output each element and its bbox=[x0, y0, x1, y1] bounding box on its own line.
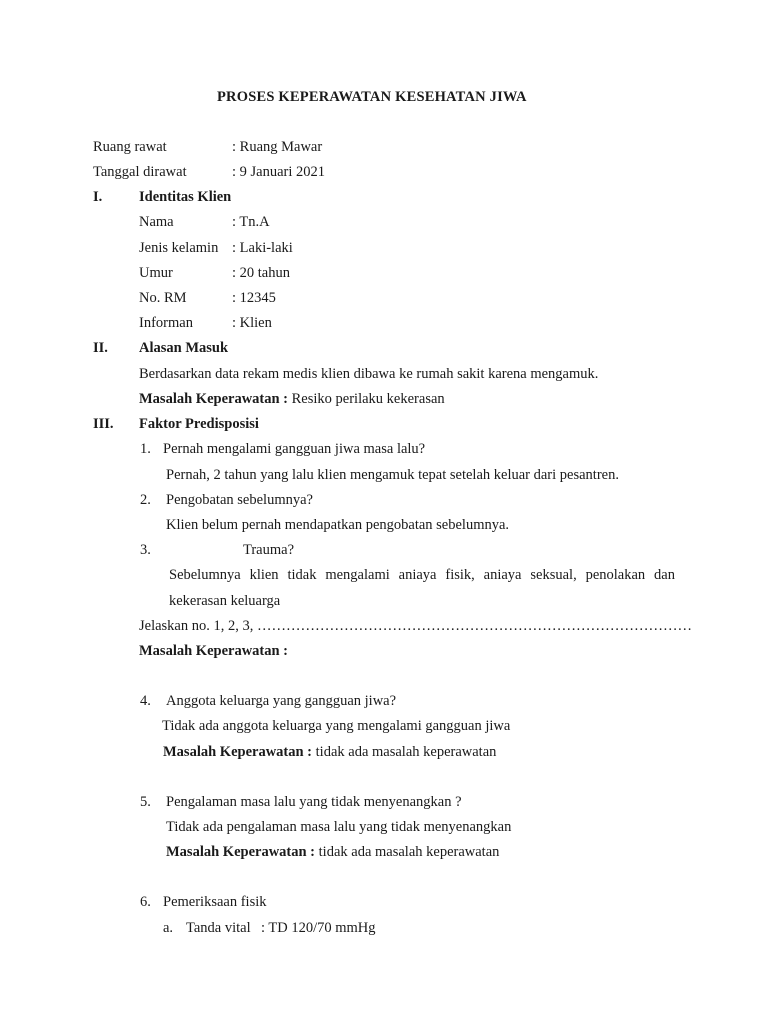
section-3-heading: Faktor Predisposisi bbox=[139, 416, 259, 432]
item-4-question: Anggota keluarga yang gangguan jiwa? bbox=[166, 693, 397, 709]
field-umur-label: Umur bbox=[139, 265, 173, 281]
item-6-question: Pemeriksaan fisik bbox=[163, 894, 267, 910]
section-1-heading: Identitas Klien bbox=[139, 189, 232, 205]
item-4-masalah-label: Masalah Keperawatan : bbox=[163, 744, 313, 760]
tanggal-dirawat-value: : 9 Januari 2021 bbox=[232, 164, 326, 180]
field-no-rm-value: : 12345 bbox=[232, 290, 276, 306]
document-title: PROSES KEPERAWATAN KESEHATAN JIWA bbox=[217, 89, 527, 105]
masalah-keperawatan-label-2: Masalah Keperawatan : bbox=[139, 643, 289, 659]
section-3-number: III. bbox=[93, 416, 114, 432]
item-4-answer: Tidak ada anggota keluarga yang mengalami gangguan jiwa bbox=[162, 718, 511, 734]
masalah-keperawatan-label: Masalah Keperawatan : bbox=[139, 391, 289, 407]
item-5-answer: Tidak ada pengalaman masa lalu yang tidak menyenangkan bbox=[166, 819, 512, 835]
section-2-number: II. bbox=[93, 340, 108, 356]
section-1-number: I. bbox=[93, 189, 103, 205]
item-6a-number: a. bbox=[163, 920, 174, 936]
field-jenis-kelamin-value: : Laki-laki bbox=[232, 240, 293, 256]
item-2-question: Pengobatan sebelumnya? bbox=[166, 492, 313, 508]
item-1-question: Pernah mengalami gangguan jiwa masa lalu? bbox=[163, 441, 426, 457]
item-5-question: Pengalaman masa lalu yang tidak menyenangkan ? bbox=[166, 794, 462, 810]
item-2-answer: Klien belum pernah mendapatkan pengobatan sebelumnya. bbox=[166, 517, 510, 533]
field-nama-value: : Tn.A bbox=[232, 214, 270, 230]
ruang-rawat-value: : Ruang Mawar bbox=[232, 139, 323, 155]
field-informan-label: Informan bbox=[139, 315, 193, 331]
item-4-masalah-value: tidak ada masalah keperawatan bbox=[312, 744, 497, 760]
item-4-masalah-line bbox=[163, 743, 496, 761]
ruang-rawat-label: Ruang rawat bbox=[93, 139, 167, 155]
item-6a-label: Tanda vital bbox=[186, 920, 251, 936]
item-2-number: 2. bbox=[140, 492, 151, 508]
tanggal-dirawat-label: Tanggal dirawat bbox=[93, 164, 187, 180]
item-4-number: 4. bbox=[140, 693, 151, 709]
item-6-number: 6. bbox=[140, 894, 151, 910]
item-3-number: 3. bbox=[140, 542, 151, 558]
item-5-masalah-label: Masalah Keperawatan : bbox=[166, 844, 316, 860]
item-6a-value: : TD 120/70 mmHg bbox=[261, 920, 376, 936]
field-informan-value: : Klien bbox=[232, 315, 272, 331]
item-1-answer: Pernah, 2 tahun yang lalu klien mengamuk tepat setelah keluar dari pesantren. bbox=[166, 467, 619, 483]
item-3-question: Trauma? bbox=[243, 542, 295, 558]
section-2-heading: Alasan Masuk bbox=[139, 340, 229, 356]
field-nama-label: Nama bbox=[139, 214, 174, 230]
masalah-keperawatan-line bbox=[139, 390, 445, 408]
item-3-answer-line-1: Sebelumnya klien tidak mengalami aniaya fisik, aniaya seksual, penolakan dan bbox=[169, 567, 675, 583]
masalah-keperawatan-value: Resiko perilaku kekerasan bbox=[288, 391, 445, 407]
item-5-number: 5. bbox=[140, 794, 151, 810]
item-5-masalah-value: tidak ada masalah keperawatan bbox=[315, 844, 500, 860]
item-3-answer-line-2: kekerasan keluarga bbox=[169, 593, 281, 609]
field-no-rm-label: No. RM bbox=[139, 290, 187, 306]
alasan-masuk-text: Berdasarkan data rekam medis klien dibawa ke rumah sakit karena mengamuk. bbox=[139, 366, 599, 382]
jelaskan-line: Jelaskan no. 1, 2, 3, ……………………………………………………………………………… bbox=[139, 618, 692, 634]
field-jenis-kelamin-label: Jenis kelamin bbox=[139, 240, 219, 256]
item-5-masalah-line bbox=[166, 843, 499, 861]
field-umur-value: : 20 tahun bbox=[232, 265, 290, 281]
item-1-number: 1. bbox=[140, 441, 151, 457]
